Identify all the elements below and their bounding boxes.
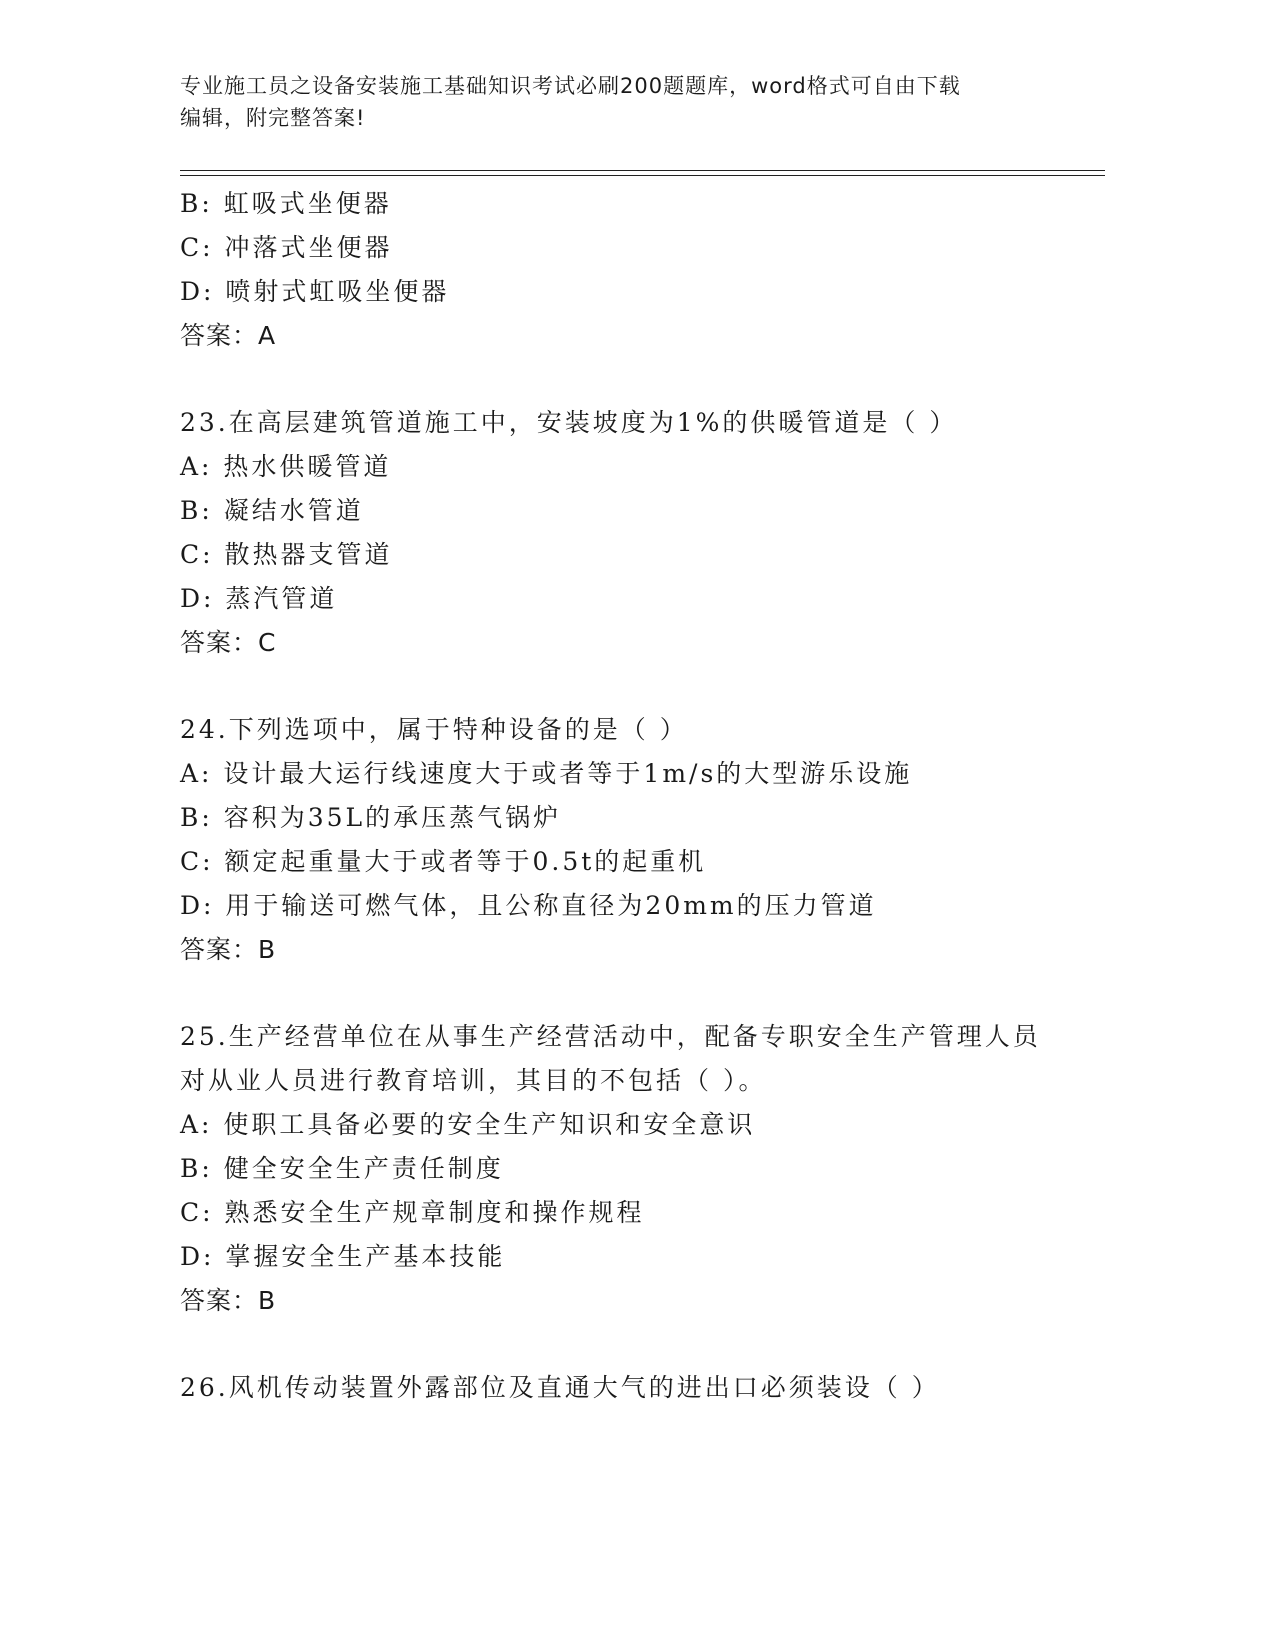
header-divider-top <box>180 170 1105 171</box>
option-d: D: 蒸汽管道 <box>180 584 338 613</box>
option-a: A: 热水供暖管道 <box>180 452 392 481</box>
spacer <box>180 358 1120 401</box>
document-header <box>180 70 1080 134</box>
answer-line: 答案：B <box>180 1286 277 1315</box>
spacer <box>180 665 1120 708</box>
option-a: A: 使职工具备必要的安全生产知识和安全意识 <box>180 1110 756 1139</box>
question-25 <box>180 1015 1120 1323</box>
question-26 <box>180 1366 1120 1410</box>
spacer <box>180 972 1120 1015</box>
option-c: C: 熟悉安全生产规章制度和操作规程 <box>180 1198 645 1227</box>
option-b: B: 容积为35L的承压蒸气锅炉 <box>180 803 562 832</box>
option-b: B: 凝结水管道 <box>180 496 364 525</box>
option-b: B: 健全安全生产责任制度 <box>180 1154 504 1183</box>
question-22-continued <box>180 182 1120 358</box>
header-line-2: 编辑，附完整答案! <box>180 106 366 130</box>
question-text-line-2: 对从业人员进行教育培训，其目的不包括（ ）。 <box>180 1066 767 1095</box>
question-24 <box>180 708 1120 972</box>
option-c: C: 散热器支管道 <box>180 540 393 569</box>
answer-line: 答案：B <box>180 935 277 964</box>
option-d: D: 用于输送可燃气体，且公称直径为20mm的压力管道 <box>180 891 877 920</box>
question-text: 26.风机传动装置外露部位及直通大气的进出口必须装设（ ） <box>180 1373 940 1402</box>
option-b: B: 虹吸式坐便器 <box>180 189 392 218</box>
option-c: C: 额定起重量大于或者等于0.5t的起重机 <box>180 847 707 876</box>
question-text: 24.下列选项中，属于特种设备的是（ ） <box>180 715 688 744</box>
question-text-line-1: 25.生产经营单位在从事生产经营活动中，配备专职安全生产管理人员 <box>180 1022 1041 1051</box>
option-d: D: 掌握安全生产基本技能 <box>180 1242 506 1271</box>
question-list <box>180 182 1120 1410</box>
option-a: A: 设计最大运行线速度大于或者等于1m/s的大型游乐设施 <box>180 759 913 788</box>
answer-line: 答案：A <box>180 321 277 350</box>
spacer <box>180 1323 1120 1366</box>
option-d: D: 喷射式虹吸坐便器 <box>180 277 450 306</box>
answer-line: 答案：C <box>180 628 277 657</box>
question-text: 23.在高层建筑管道施工中，安装坡度为1%的供暖管道是（ ） <box>180 408 958 437</box>
option-c: C: 冲落式坐便器 <box>180 233 393 262</box>
header-line-1: 专业施工员之设备安装施工基础知识考试必刷200题题库，word格式可自由下载 <box>180 74 961 98</box>
question-23 <box>180 401 1120 665</box>
header-divider-bottom <box>180 175 1105 176</box>
